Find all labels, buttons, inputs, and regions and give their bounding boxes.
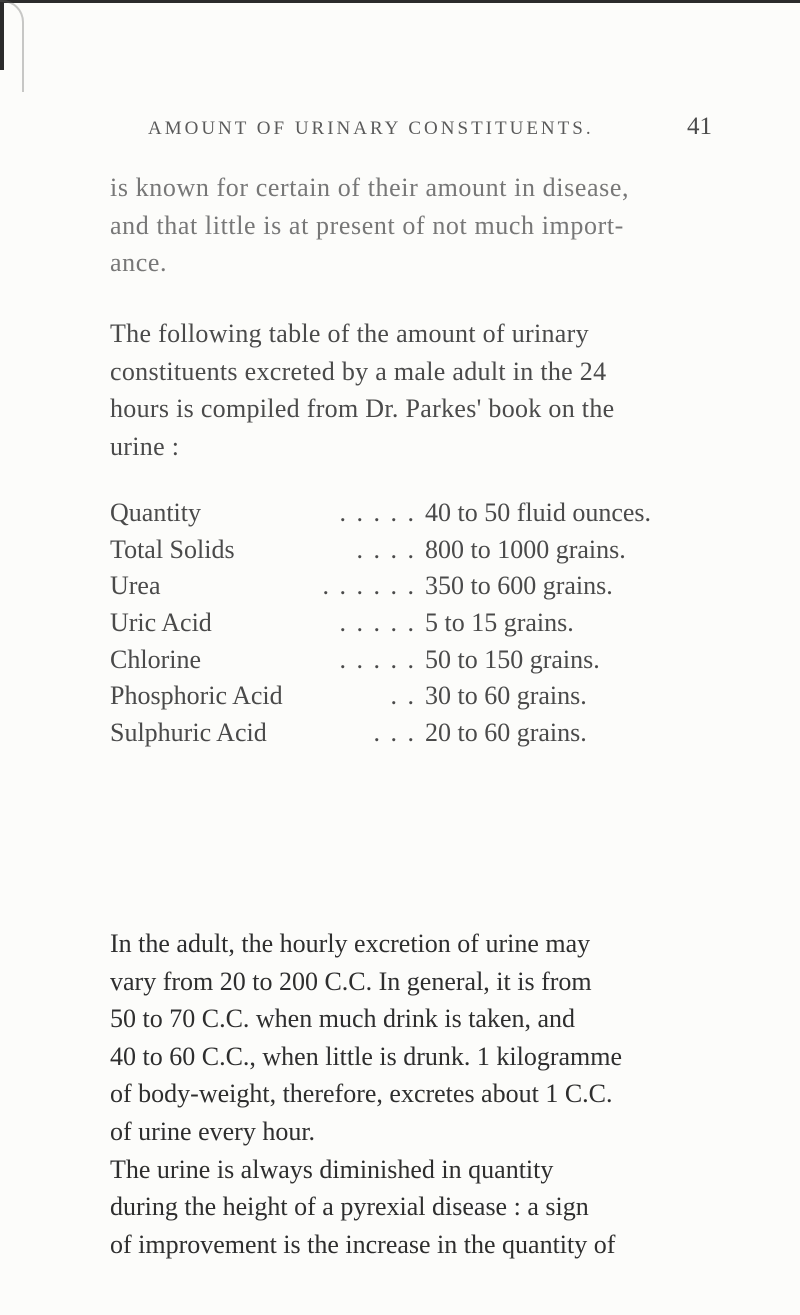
table-row	[110, 535, 710, 572]
paragraph-continuation: is known for certain of their amount in disease, and that little is at present of not much import- ance.	[110, 173, 630, 277]
dot-leader: . . . . . .	[322, 571, 416, 601]
paragraph-hourly-excretion: In the adult, the hourly excretion of urine may vary from 20 to 200 C.C. In general, it is from 50 to 70 C.C. when much drink is taken, and 40 to 60 C.C., when little is drunk. 1 kilogramme of body-weight, therefore, excretes about 1 C.C. of urine every hour. The urine is always diminished in quantity during the height of a pyrexial disease : a sign of improvement is the increase in the quantity of	[110, 929, 623, 1259]
constituent-name: Total Solids	[110, 534, 235, 564]
constituent-amount: 40 to 50 fluid ounces.	[425, 498, 652, 527]
constituent-amount: 30 to 60 grains.	[425, 681, 587, 711]
table-row	[110, 645, 710, 682]
dot-leader: . . .	[373, 718, 416, 748]
dot-leader: . . . .	[356, 534, 416, 564]
constituents-table	[110, 498, 710, 755]
constituent-name: Sulphuric Acid	[110, 718, 267, 748]
table-row	[110, 718, 710, 755]
constituent-name: Uric Acid	[110, 608, 212, 638]
paragraph-table-intro: The following table of the amount of urinary constituents excreted by a male adult in the 24 hours is compiled from Dr. Parkes' book on the urine :	[110, 319, 615, 461]
constituent-amount: 20 to 60 grains.	[425, 718, 587, 748]
constituent-name: Chlorine	[110, 644, 201, 674]
table-row	[110, 608, 710, 645]
dot-leader: . . . . .	[339, 498, 416, 527]
constituent-amount: 800 to 1000 grains.	[425, 534, 626, 564]
table-row	[110, 681, 710, 718]
dot-leader: . .	[390, 681, 416, 711]
table-row	[110, 498, 710, 535]
page-number: 41	[687, 113, 712, 140]
dot-leader: . . . . .	[339, 608, 416, 638]
scan-edge-top	[0, 0, 800, 3]
constituent-name: Urea	[110, 571, 161, 601]
constituent-amount: 350 to 600 grains.	[425, 571, 613, 601]
running-head: AMOUNT OF URINARY CONSTITUENTS.	[148, 118, 594, 139]
constituent-name: Phosphoric Acid	[110, 681, 283, 711]
constituent-amount: 5 to 15 grains.	[425, 608, 574, 638]
constituent-name: Quantity	[110, 498, 201, 527]
constituent-amount: 50 to 150 grains.	[425, 644, 600, 674]
dot-leader: . . . . .	[339, 644, 416, 674]
table-row	[110, 571, 710, 608]
scan-page-curl	[0, 0, 24, 92]
